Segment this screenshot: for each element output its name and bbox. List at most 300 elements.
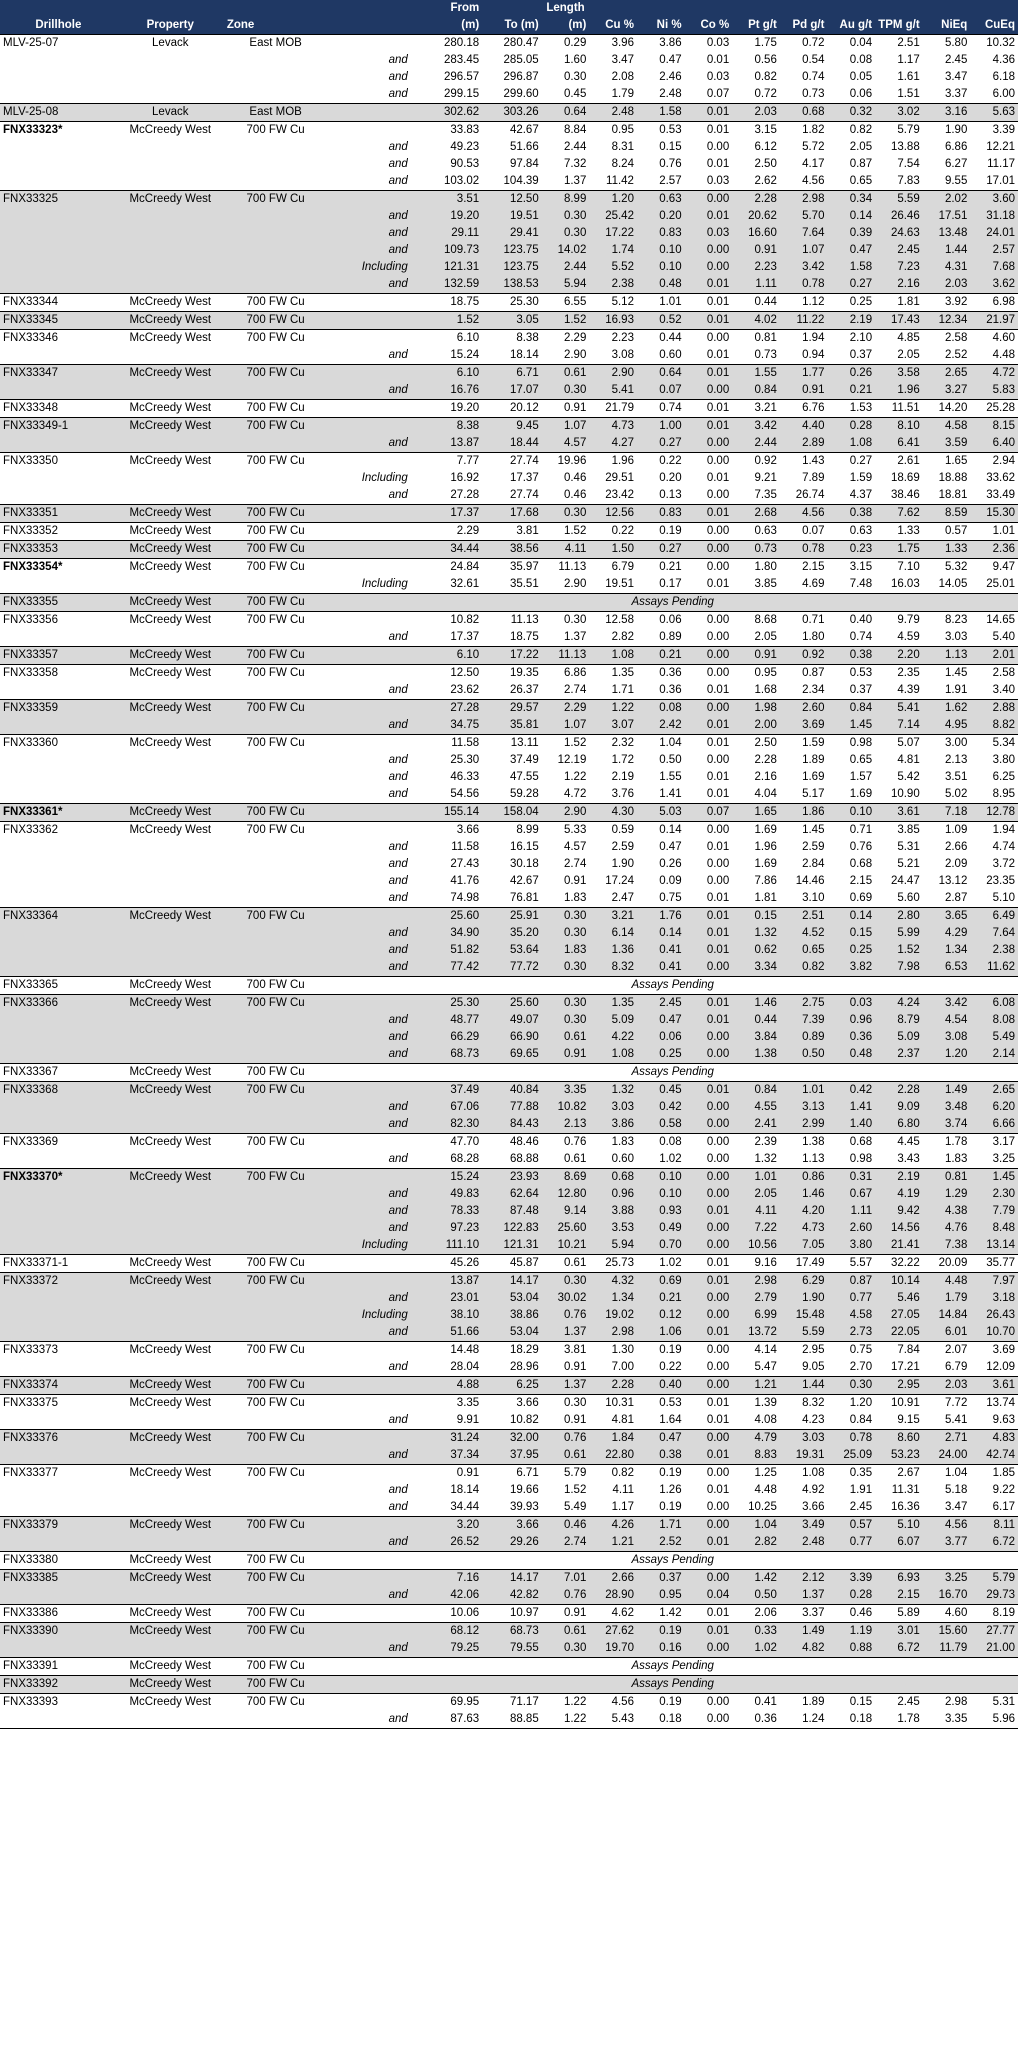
cu-cell: 2.59 (611, 841, 634, 853)
pd-cell: 4.73 (780, 1220, 828, 1237)
property-cell: McCreedy West (117, 612, 224, 630)
nieq-cell: 1.20 (923, 1046, 971, 1064)
ni-cell: 1.76 (637, 908, 685, 926)
drillhole-cell (0, 173, 117, 191)
au-cell: 0.84 (849, 1414, 873, 1426)
nieq-cell: 20.09 (923, 1255, 971, 1273)
nieq-cell: 3.27 (923, 382, 971, 400)
au-cell: 0.32 (827, 104, 875, 122)
pd-cell: 1.07 (780, 242, 828, 259)
table-row (0, 995, 1018, 1013)
cu-cell: 2.32 (589, 735, 637, 753)
table-row (0, 1046, 1018, 1064)
tpm-cell: 2.16 (875, 276, 923, 294)
qualifier-cell: Including (327, 259, 410, 276)
qualifier-cell: and (327, 1186, 410, 1203)
cu-cell: 1.08 (589, 1046, 637, 1064)
pd-cell: 4.69 (802, 578, 825, 590)
nieq-cell: 4.95 (923, 717, 971, 735)
au-cell: 0.25 (827, 942, 875, 959)
pt-cell: 2.44 (732, 435, 780, 453)
pd-cell: 3.10 (802, 892, 825, 904)
header-qualifier-top (327, 0, 410, 17)
drillhole-cell (0, 435, 117, 453)
au-cell: 0.68 (827, 1134, 875, 1152)
property-cell: McCreedy West (117, 1342, 224, 1360)
qualifier-cell (327, 1377, 410, 1395)
ni-cell: 0.19 (637, 1342, 685, 1360)
length-cell: 11.13 (542, 559, 590, 577)
au-cell: 0.14 (827, 208, 875, 225)
ni-cell: 0.22 (637, 453, 685, 471)
cu-cell: 3.53 (589, 1220, 637, 1237)
drillhole-cell: FNX33347 (0, 365, 117, 383)
nieq-cell: 1.90 (923, 122, 971, 140)
table-row (0, 312, 1018, 330)
zone-cell: 700 FW Cu (224, 665, 328, 683)
tpm-cell: 1.33 (875, 523, 923, 541)
drillhole-cell (0, 856, 117, 873)
pt-cell: 4.55 (732, 1099, 780, 1116)
from-cell: 103.02 (444, 175, 480, 187)
au-cell: 0.68 (849, 858, 873, 870)
qualifier-cell (327, 1465, 410, 1483)
table-row (0, 242, 1018, 259)
to-cell: 3.05 (482, 312, 542, 330)
ni-cell: 0.44 (637, 330, 685, 348)
nieq-cell: 18.88 (938, 472, 968, 484)
pt-cell: 1.96 (754, 841, 777, 853)
co-cell: 0.00 (685, 1711, 733, 1729)
tpm-cell: 2.51 (875, 35, 923, 53)
zone-cell: 700 FW Cu (224, 191, 328, 209)
drillhole-cell: FNX33362 (0, 822, 117, 840)
property-cell: McCreedy West (117, 330, 224, 348)
pt-cell: 2.05 (754, 631, 777, 643)
zone-cell: 700 FW Cu (224, 122, 328, 140)
property-cell: McCreedy West (117, 1623, 224, 1641)
length-cell: 1.52 (542, 523, 590, 541)
length-cell: 0.30 (542, 1640, 590, 1658)
pt-cell: 1.32 (732, 925, 780, 942)
qualifier-cell: Including (361, 472, 408, 484)
pd-cell: 1.46 (780, 1186, 828, 1203)
drillhole-cell (0, 470, 117, 487)
zone-cell: 700 FW Cu (224, 1342, 328, 1360)
from-cell: 2.29 (411, 523, 482, 541)
to-cell: 18.75 (509, 631, 539, 643)
length-cell: 12.80 (542, 1186, 590, 1203)
to-cell: 27.74 (509, 489, 539, 501)
zone-cell: 700 FW Cu (224, 1676, 328, 1694)
table-row (0, 665, 1018, 683)
drillhole-cell (0, 1534, 117, 1552)
tpm-cell: 6.80 (875, 1116, 923, 1134)
to-cell: 104.39 (503, 175, 539, 187)
nieq-cell: 9.55 (944, 175, 968, 187)
co-cell: 0.00 (685, 1290, 733, 1307)
cueq-cell: 9.22 (992, 1484, 1015, 1496)
table-row (0, 330, 1018, 348)
nieq-cell: 3.35 (923, 1711, 971, 1729)
header-ni-top (637, 0, 685, 17)
co-cell: 0.00 (685, 1694, 733, 1712)
header-cu: Cu % (589, 17, 637, 35)
cu-cell: 17.22 (589, 225, 637, 242)
co-cell: 0.00 (685, 1377, 733, 1395)
to-cell: 29.57 (482, 700, 542, 718)
property-cell: McCreedy West (117, 1570, 224, 1588)
tpm-cell: 1.78 (875, 1711, 923, 1729)
cueq-cell: 6.98 (970, 294, 1018, 312)
pt-cell: 2.41 (732, 1116, 780, 1134)
property-cell (117, 1359, 224, 1377)
ni-cell: 0.27 (637, 541, 685, 559)
cueq-cell: 3.40 (992, 684, 1015, 696)
nieq-cell: 7.72 (923, 1395, 971, 1413)
ni-cell: 1.01 (637, 294, 685, 312)
nieq-cell: 3.00 (923, 735, 971, 753)
property-cell: McCreedy West (117, 735, 224, 753)
length-cell: 0.30 (542, 925, 590, 942)
from-cell: 42.06 (411, 1587, 482, 1605)
qualifier-cell: and (388, 175, 408, 187)
cu-cell: 6.79 (589, 559, 637, 577)
property-cell (117, 1237, 224, 1255)
property-cell: McCreedy West (117, 312, 224, 330)
qualifier-cell: and (388, 684, 408, 696)
length-cell: 0.76 (542, 1587, 590, 1605)
ni-cell: 0.16 (637, 1640, 685, 1658)
pd-cell: 0.65 (780, 942, 828, 959)
length-cell: 0.61 (542, 365, 590, 383)
ni-cell: 0.20 (659, 472, 682, 484)
pt-cell: 2.03 (732, 104, 780, 122)
cu-cell: 4.27 (589, 435, 637, 453)
property-cell: McCreedy West (117, 559, 224, 577)
drillhole-cell (0, 786, 117, 804)
cueq-cell: 33.49 (986, 489, 1015, 501)
nieq-cell: 3.92 (923, 294, 971, 312)
au-cell: 0.06 (849, 88, 873, 100)
nieq-cell: 2.03 (923, 276, 971, 294)
property-cell (117, 52, 224, 69)
zone-cell: 700 FW Cu (224, 1552, 328, 1570)
to-cell: 303.26 (482, 104, 542, 122)
co-cell: 0.01 (685, 1534, 733, 1552)
drillhole-cell (0, 382, 117, 400)
drillhole-cell (0, 1099, 117, 1116)
pd-cell: 4.56 (802, 175, 825, 187)
pd-cell: 2.89 (780, 435, 828, 453)
zone-cell (224, 1587, 328, 1605)
zone-cell: 700 FW Cu (224, 1465, 328, 1483)
cueq-cell: 29.73 (970, 1587, 1018, 1605)
table-row (0, 890, 1018, 908)
length-cell: 0.76 (542, 1307, 590, 1324)
to-cell: 6.71 (482, 365, 542, 383)
ni-cell: 0.19 (637, 1465, 685, 1483)
cueq-cell: 3.80 (992, 754, 1015, 766)
table-row (0, 873, 1018, 890)
tpm-cell: 4.59 (897, 631, 920, 643)
cu-cell: 2.38 (589, 276, 637, 294)
nieq-cell: 16.70 (923, 1587, 971, 1605)
table-row (0, 191, 1018, 209)
length-cell: 4.57 (542, 435, 590, 453)
length-cell: 0.29 (542, 35, 590, 53)
qualifier-cell: and (388, 1153, 408, 1165)
zone-cell: 700 FW Cu (224, 1134, 328, 1152)
cu-cell: 8.24 (611, 158, 634, 170)
header-cueq-top (970, 0, 1018, 17)
drillhole-cell: FNX33346 (0, 330, 117, 348)
to-cell: 17.07 (482, 382, 542, 400)
qualifier-cell (327, 612, 410, 630)
zone-cell (224, 69, 328, 86)
to-cell: 123.75 (482, 242, 542, 259)
tpm-cell: 5.31 (897, 841, 920, 853)
zone-cell (224, 1307, 328, 1324)
tpm-cell: 2.45 (875, 242, 923, 259)
tpm-cell: 7.98 (875, 959, 923, 977)
au-cell: 0.26 (827, 365, 875, 383)
ni-cell: 0.40 (637, 1377, 685, 1395)
qualifier-cell (327, 523, 410, 541)
co-cell: 0.01 (706, 771, 730, 783)
nieq-cell: 4.29 (923, 925, 971, 942)
pt-cell: 0.56 (754, 54, 777, 66)
co-cell: 0.07 (706, 88, 730, 100)
au-cell: 0.18 (827, 1711, 875, 1729)
zone-cell (224, 139, 328, 156)
drillhole-cell (0, 1587, 117, 1605)
ni-cell: 0.06 (637, 1029, 685, 1046)
drillhole-cell: FNX33348 (0, 400, 117, 418)
from-cell: 11.58 (451, 841, 480, 853)
table-row (0, 752, 1018, 769)
drillhole-cell (0, 873, 117, 890)
au-cell: 0.42 (827, 1082, 875, 1100)
pd-cell: 1.80 (802, 631, 825, 643)
qualifier-cell: and (388, 788, 408, 800)
pt-cell: 3.84 (732, 1029, 780, 1046)
length-cell: 0.91 (542, 1605, 590, 1623)
length-cell: 0.30 (542, 505, 590, 523)
pt-cell: 2.16 (754, 771, 777, 783)
cu-cell: 0.59 (589, 822, 637, 840)
pt-cell: 3.42 (732, 418, 780, 436)
drillhole-cell (0, 208, 117, 225)
pd-cell: 3.03 (780, 1430, 828, 1448)
qualifier-cell (327, 1395, 410, 1413)
pd-cell: 0.72 (780, 35, 828, 53)
drillhole-cell: FNX33358 (0, 665, 117, 683)
zone-cell: 700 FW Cu (224, 977, 328, 995)
tpm-cell: 1.61 (897, 71, 920, 83)
zone-cell (224, 259, 328, 276)
pd-cell: 26.74 (795, 489, 825, 501)
table-row (0, 576, 1018, 594)
nieq-cell: 4.38 (923, 1203, 971, 1220)
au-cell: 1.41 (827, 1099, 875, 1116)
cueq-cell: 5.96 (970, 1711, 1018, 1729)
qualifier-cell: and (388, 88, 408, 100)
qualifier-cell: and (327, 1640, 410, 1658)
co-cell: 0.01 (685, 908, 733, 926)
qualifier-cell (327, 104, 410, 122)
cueq-cell: 8.19 (970, 1605, 1018, 1623)
from-cell: 87.63 (411, 1711, 482, 1729)
au-cell: 0.57 (827, 1517, 875, 1535)
cu-cell: 21.79 (589, 400, 637, 418)
pd-cell: 1.37 (780, 1587, 828, 1605)
drillhole-cell (0, 1412, 117, 1430)
header-co-top (685, 0, 733, 17)
cueq-cell: 33.62 (986, 472, 1015, 484)
table-row (0, 52, 1018, 69)
zone-cell (224, 942, 328, 959)
zone-cell: 700 FW Cu (224, 1570, 328, 1588)
co-cell: 0.00 (685, 435, 733, 453)
qualifier-cell (327, 559, 410, 577)
pd-cell: 0.71 (780, 612, 828, 630)
from-cell: 109.73 (411, 242, 482, 259)
table-row (0, 647, 1018, 665)
pd-cell: 4.20 (780, 1203, 828, 1220)
table-row (0, 700, 1018, 718)
pd-cell: 1.45 (780, 822, 828, 840)
length-cell: 25.60 (542, 1220, 590, 1237)
property-cell: McCreedy West (117, 1658, 224, 1676)
zone-cell (224, 435, 328, 453)
co-cell: 0.00 (685, 242, 733, 259)
property-cell: McCreedy West (117, 523, 224, 541)
cueq-cell: 23.35 (986, 875, 1015, 887)
from-cell: 41.76 (450, 875, 480, 887)
qualifier-cell: and (327, 1534, 410, 1552)
tpm-cell: 10.14 (875, 1273, 923, 1291)
ni-cell: 0.74 (637, 400, 685, 418)
co-cell: 0.01 (706, 892, 730, 904)
co-cell: 0.01 (685, 942, 733, 959)
nieq-cell: 1.65 (923, 453, 971, 471)
au-cell: 0.87 (827, 1273, 875, 1291)
qualifier-cell: and (388, 858, 408, 870)
cu-cell: 25.73 (589, 1255, 637, 1273)
to-cell: 158.04 (482, 804, 542, 822)
nieq-cell: 12.34 (923, 312, 971, 330)
ni-cell: 0.47 (659, 54, 682, 66)
zone-cell: East MOB (224, 104, 328, 122)
nieq-cell: 7.38 (923, 1237, 971, 1255)
au-cell: 0.69 (849, 892, 873, 904)
tpm-cell: 2.80 (875, 908, 923, 926)
to-cell: 29.41 (482, 225, 542, 242)
zone-cell (224, 959, 328, 977)
nieq-cell: 1.13 (923, 647, 971, 665)
tpm-cell: 2.67 (875, 1465, 923, 1483)
au-cell: 0.67 (827, 1186, 875, 1203)
property-cell: McCreedy West (117, 541, 224, 559)
co-cell: 0.00 (685, 559, 733, 577)
property-cell (117, 1046, 224, 1064)
pd-cell: 2.48 (780, 1534, 828, 1552)
cueq-cell: 2.14 (970, 1046, 1018, 1064)
table-row (0, 1237, 1018, 1255)
tpm-cell: 2.19 (875, 1169, 923, 1187)
length-cell: 0.30 (542, 382, 590, 400)
pd-cell: 7.64 (780, 225, 828, 242)
cu-cell: 1.72 (611, 754, 634, 766)
from-cell: 302.62 (411, 104, 482, 122)
drillhole-cell (0, 1046, 117, 1064)
pt-cell: 2.39 (732, 1134, 780, 1152)
cu-cell: 8.32 (589, 959, 637, 977)
tpm-cell: 5.89 (875, 1605, 923, 1623)
cu-cell: 1.35 (589, 665, 637, 683)
cueq-cell: 2.58 (970, 665, 1018, 683)
cu-cell: 17.24 (605, 875, 634, 887)
drillhole-cell (0, 942, 117, 959)
length-cell: 0.76 (542, 1134, 590, 1152)
co-cell: 0.01 (685, 208, 733, 225)
cueq-cell: 2.65 (970, 1082, 1018, 1100)
table-row (0, 1359, 1018, 1377)
pd-cell: 2.12 (780, 1570, 828, 1588)
to-cell: 35.81 (482, 717, 542, 735)
length-cell: 6.86 (542, 665, 590, 683)
au-cell: 3.15 (827, 559, 875, 577)
nieq-cell: 14.20 (923, 400, 971, 418)
qualifier-cell: and (388, 771, 408, 783)
from-cell: 25.30 (450, 754, 480, 766)
to-cell: 53.64 (482, 942, 542, 959)
from-cell: 3.51 (411, 191, 482, 209)
drillhole-cell: FNX33367 (0, 1064, 117, 1082)
ni-cell: 0.38 (637, 1447, 685, 1465)
from-cell: 54.56 (450, 788, 480, 800)
qualifier-cell: and (388, 1361, 408, 1373)
tpm-cell: 53.23 (875, 1447, 923, 1465)
drillhole-cell: FNX33350 (0, 453, 117, 471)
co-cell: 0.00 (706, 875, 730, 887)
to-cell: 35.20 (482, 925, 542, 942)
qualifier-cell (327, 995, 410, 1013)
property-cell: McCreedy West (117, 1082, 224, 1100)
co-cell: 0.00 (685, 1517, 733, 1535)
to-cell: 18.29 (482, 1342, 542, 1360)
to-cell: 48.46 (482, 1134, 542, 1152)
cu-cell: 2.82 (611, 631, 634, 643)
to-cell: 68.88 (509, 1153, 539, 1165)
nieq-cell: 6.01 (923, 1324, 971, 1342)
tpm-cell: 3.02 (875, 104, 923, 122)
to-cell: 77.88 (482, 1099, 542, 1116)
zone-cell: 700 FW Cu (224, 1255, 328, 1273)
co-cell: 0.01 (685, 1395, 733, 1413)
to-cell: 53.04 (482, 1324, 542, 1342)
pd-cell: 0.50 (780, 1046, 828, 1064)
ni-cell: 0.13 (659, 489, 682, 501)
cu-cell: 10.31 (589, 1395, 637, 1413)
pd-cell: 1.24 (780, 1711, 828, 1729)
table-row (0, 856, 1018, 873)
drillhole-cell: FNX33390 (0, 1623, 117, 1641)
from-cell: 13.87 (411, 435, 482, 453)
co-cell: 0.00 (706, 754, 730, 766)
au-cell: 0.27 (827, 453, 875, 471)
